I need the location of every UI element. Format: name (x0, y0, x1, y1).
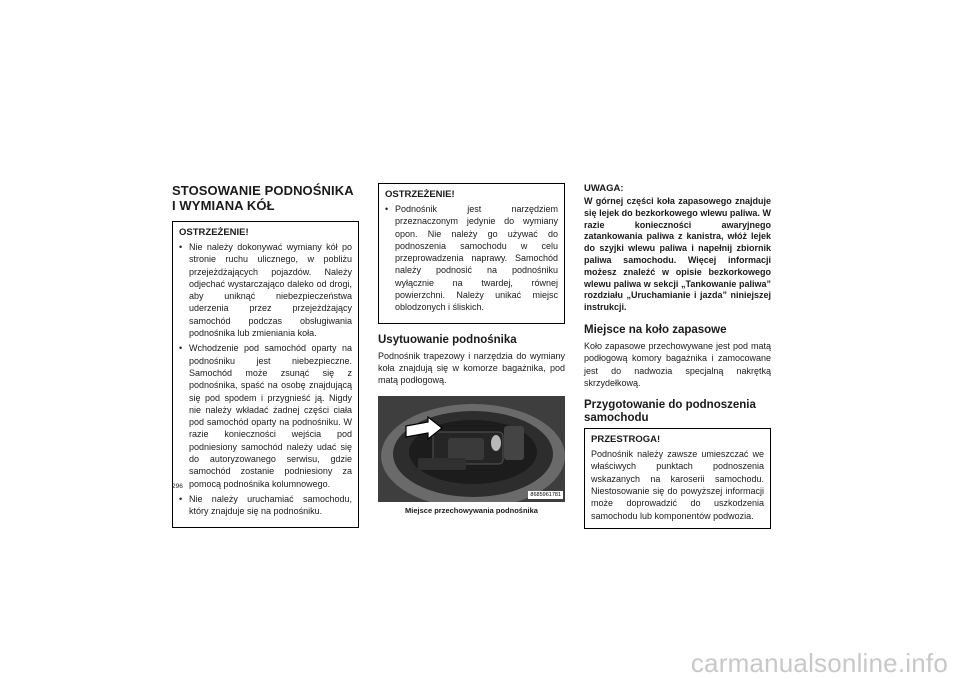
jack-storage-illustration (378, 396, 565, 502)
watermark: carmanualsonline.info (690, 648, 948, 678)
caution-title: PRZESTROGA! (591, 434, 661, 446)
subhead-preparing-lift: Przygotowanie do podnoszenia samochodu (584, 399, 756, 425)
right-column (584, 183, 771, 529)
subhead-spare-wheel: Miejsce na koło zapasowe (584, 323, 727, 336)
caution-box (584, 428, 771, 529)
section-title-line1: STOSOWANIE PODNOŚNIKA (172, 183, 354, 198)
note-body: W górnej części koła zapasowego znajduje się lejek do bezkorkowego wlewu paliwa. W razie konieczności awaryjnego zatankowania paliwa z kanistra, włóż lejek do szyjki wlewu paliwa i napełnij zbiornik paliwa samochodu. Więcej informacji możesz znaleźć w opisie bezkorkowego wlewu paliwa w sekcji „Tankowanie paliwa” rozdziału „Uruchamianie i jazda” niniejszej instrukcji. (584, 196, 771, 313)
warning-title: OSTRZEŻENIE! (385, 189, 455, 200)
warning-item: • Nie należy uruchamiać samochodu, który znajduje się na podnośniku. (179, 493, 352, 518)
subhead-jack-location: Usytuowanie podnośnika (378, 333, 517, 346)
caution-body: Podnośnik należy zawsze umieszczać we właściwych punktach podnoszenia wskazanych na karoserii samochodu. Niestosowanie się do powyższej informacji może doprowadzić do uszkodzenia samochodu lub komponentów podwozia. (591, 449, 764, 521)
warning-list (385, 203, 558, 314)
section-title-line2: I WYMIANA KÓŁ (172, 198, 275, 213)
page-number: 296 (172, 483, 183, 490)
warning-list (179, 241, 352, 518)
warning-item: • Podnośnik jest narzędziem przeznaczonym jedynie do wymiany opon. Nie należy go używać do podnoszenia samochodu w celu przeprowadzenia naprawy. Samochód należy podnosić na podnośniku wyłącznie na twardej, równej powierzchni. Należy unikać miejsc oblodzonych i śliskich. (385, 203, 558, 314)
photo-caption: Miejsce przechowywania podnośnika (405, 505, 538, 515)
paragraph-jack-location: Podnośnik trapezowy i narzędzia do wymiany koła znajdują się w komorze bagażnika, pod matą podłogową. (378, 350, 565, 386)
jack-storage-photo (378, 396, 565, 502)
warning-item: • Wchodzenie pod samochód oparty na podnośniku jest niebezpieczne. Samochód może zsunąć się z podnośnika, spaść na osobę znajdującą się pod spodem i przygnieść ją. Nigdy nie należy wkładać żadnej części ciała pod samochód oparty na podnośniku. W razie konieczności wejścia pod podniesiony samochód należy udać się do autoryzowanego serwisu, gdzie samochód zostanie podniesiony za pomocą podnośnika kolumnowego. (179, 342, 352, 490)
section-title (172, 183, 359, 213)
note-title: UWAGA: (584, 183, 624, 194)
warning-box (378, 183, 565, 324)
warning-title: OSTRZEŻENIE! (179, 227, 249, 238)
left-column (172, 183, 359, 528)
photo-id-label: 8685961781 (530, 491, 561, 498)
middle-column (378, 183, 565, 515)
paragraph-spare-wheel: Koło zapasowe przechowywane jest pod matą podłogową komory bagażnika i zamocowane jest do nadwozia specjalną nakrętką skrzydełkową. (584, 340, 771, 388)
warning-box (172, 221, 359, 528)
warning-item: • Nie należy dokonywać wymiany kół po stronie ruchu ulicznego, w pobliżu przejeżdżających pojazdów. Należy odjechać wystarczająco daleko od drogi, aby uniknąć niebezpieczeństwa uderzenia przez przejeżdżający samochód podczas obsługiwania podnośnika lub zmieniania koła. (179, 241, 352, 339)
